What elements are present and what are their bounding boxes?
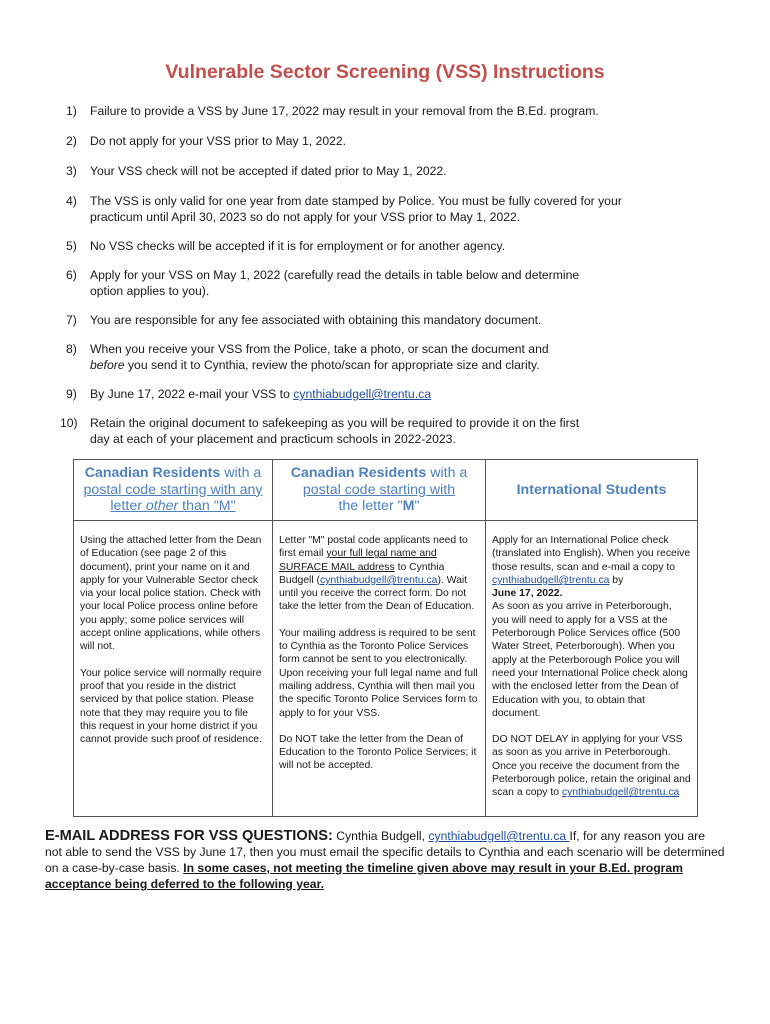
cell-canadian-m: Letter "M" postal code applicants need to first email your full legal name and SURFACE MAIL address to Cynthia Budgell (cynthiabudgell@trentu.ca). Wait until you receive the correct form. Do not take the letter from the Dean of Education. Your mailing address is required to be sent to Cynthia as the Toronto Police Services form cannot be sent to you electronically. Upon receiving your full legal name and full mailing address, Cynthia will then mail you the specific Toronto Police Services form to apply to for your VSS. Do NOT take the letter from the Dean of Education to the Toronto Police Services; it will not be accepted. (273, 521, 486, 817)
item-text: You are responsible for any fee associated with obtaining this mandatory document. (90, 313, 542, 327)
list-item (66, 134, 686, 150)
list-item (66, 342, 686, 373)
item-text: Apply for your VSS on May 1, 2022 (carefully read the details in table below and determine option applies to you). (90, 268, 580, 298)
item-text: By June 17, 2022 e-mail your VSS to cynthiabudgell@trentu.ca (90, 387, 431, 401)
item-number: 6) (66, 268, 77, 282)
item-text-emphasis: before (90, 357, 125, 372)
email-link[interactable]: cynthiabudgell@trentu.ca (561, 787, 680, 799)
table-header-row (74, 460, 698, 521)
list-item (66, 268, 606, 299)
item-number: 1) (66, 104, 77, 118)
item-text: Retain the original document to safekeeping as you will be required to provide it on the first day at each of your placement and practicum schools in 2022-2023. (90, 416, 580, 446)
list-item (60, 416, 580, 447)
item-text: The VSS is only valid for one year from date stamped by Police. You must be fully covered for your practicum until April 30, 2023 so do not apply for your VSS prior to May 1, 2022. (90, 194, 622, 224)
header-international: International Students (486, 460, 698, 521)
list-item (66, 194, 626, 225)
item-number: 2) (66, 134, 77, 148)
item-number: 3) (66, 164, 77, 178)
item-text-line2: you send it to Cynthia, review the photo/scan for appropriate size and clarity. (127, 357, 540, 372)
cell-international: Apply for an International Police check (translated into English). When you receive those results, scan and e-mail a copy to cynthiabudgell@trentu.ca by June 17, 2022. As soon as you arrive in Peterborough, you will need to apply for a VSS at the Peterborough Police Services office (500 Water Street, Peterborough). When you apply at the Peterborough Police you will need your International Police check along with the enclosed letter from the Dean of Education with you, to obtain that document. DO NOT DELAY in applying for your VSS as soon as you arrive in Peterborough. Once you receive the document from the Peterborough police, retain the original and scan a copy to cynthiabudgell@trentu.ca (486, 521, 698, 817)
email-link[interactable]: cynthiabudgell@trentu.ca (293, 387, 431, 401)
item-text: No VSS checks will be accepted if it is for employment or for another agency. (90, 239, 506, 253)
header-canadian-non-m: Canadian Residents with a postal code starting with any letter other than "M" (74, 460, 273, 521)
footer-heading: E-MAIL ADDRESS FOR VSS QUESTIONS: (45, 828, 333, 844)
list-item (66, 239, 686, 255)
item-text: Failure to provide a VSS by June 17, 2022 may result in your removal from the B.Ed. program. (90, 104, 599, 118)
email-link[interactable]: cynthiabudgell@trentu.ca (428, 829, 570, 843)
list-item (66, 164, 686, 180)
page-title: Vulnerable Sector Screening (VSS) Instructions (165, 61, 605, 83)
cell-canadian-non-m: Using the attached letter from the Dean of Education (see page 2 of this document), print your name on it and apply for your Vulnerable Sector check via your local police station. Check with your local Police process online before you apply; some police services will accept online applications, while others will not. Your police service will normally require proof that you reside in the district serviced by that police station. Please note that they may require you to file this request in your home district if you cannot provide such proof of residence. (74, 521, 273, 817)
email-link[interactable]: cynthiabudgell@trentu.ca (320, 574, 438, 586)
list-item (66, 387, 686, 403)
footer-warning: In some cases, not meeting the timeline given above may result in your B.Ed. program acceptance being deferred to the following year. (45, 861, 684, 891)
list-item (66, 104, 686, 120)
item-text (90, 342, 686, 373)
residency-table (73, 459, 698, 817)
item-number: 8) (66, 342, 77, 356)
item-text: Do not apply for your VSS prior to May 1, 2022. (90, 134, 347, 148)
header-canadian-m: Canadian Residents with a postal code starting with the letter "M" (273, 460, 486, 521)
item-number: 9) (66, 387, 77, 401)
item-text: Your VSS check will not be accepted if dated prior to May 1, 2022. (90, 164, 447, 178)
table-row (74, 521, 698, 817)
item-number: 5) (66, 239, 77, 253)
email-link[interactable]: cynthiabudgell@trentu.ca (492, 574, 610, 586)
item-text-line1: When you receive your VSS from the Police, take a photo, or scan the document and (90, 342, 549, 356)
list-item (66, 313, 686, 329)
item-number: 4) (66, 194, 77, 208)
footer-note: E-MAIL ADDRESS FOR VSS QUESTIONS: Cynthia Budgell, cynthiabudgell@trentu.ca If, for any reason you are not able to send the VSS by June 17, then you must email the specific details to Cynthia and each scenario will be determined on a case-by-case basis. In some cases, not meeting the timeline given above may result in your B.Ed. program acceptance being deferred to the following year. (45, 828, 725, 891)
item-number: 7) (66, 313, 77, 327)
item-number: 10) (60, 416, 78, 430)
